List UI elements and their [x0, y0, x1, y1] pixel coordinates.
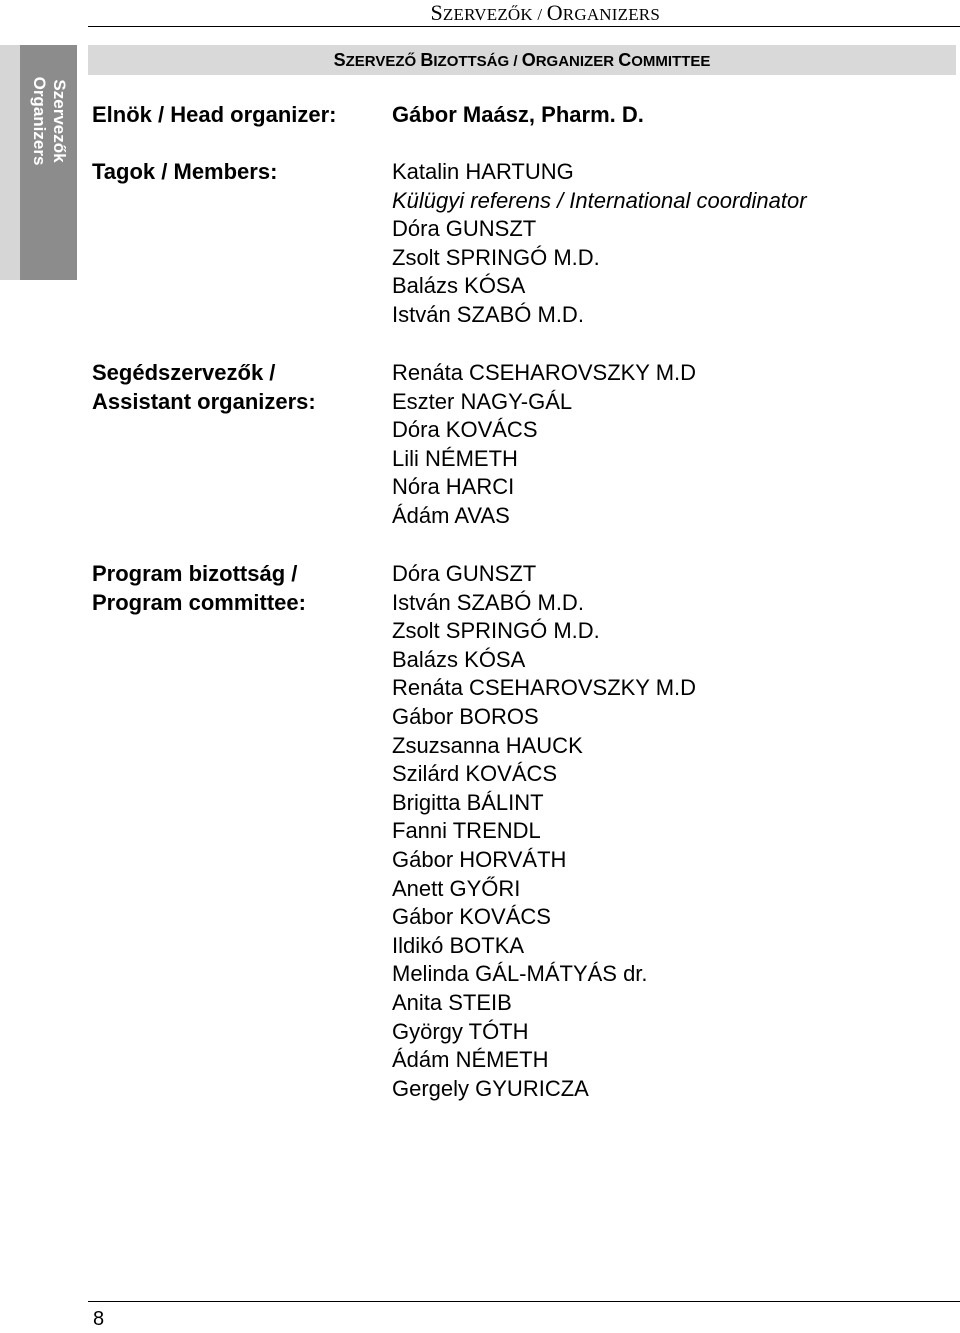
section-part: IZOTTSÁG /	[433, 53, 522, 70]
row-values	[392, 158, 807, 330]
value-line: Gábor KOVÁCS	[392, 904, 551, 930]
value-line: István SZABÓ M.D.	[392, 589, 584, 615]
value-line: Zsuzsanna HAUCK	[392, 732, 583, 758]
value-line: Gábor Maász, Pharm. D.	[392, 102, 644, 127]
section-part: RGANIZER	[535, 53, 619, 70]
row-values	[392, 560, 696, 1103]
value-line: Gergely GYURICZA	[392, 1075, 589, 1101]
value-line: Dóra GUNSZT	[392, 216, 537, 242]
section-part: S	[333, 50, 346, 70]
value-line: Renáta CSEHAROVSZKY M.D	[392, 360, 697, 385]
header-rule	[88, 26, 960, 27]
footer-rule	[88, 1301, 960, 1302]
value-line: Nóra HARCI	[392, 474, 515, 500]
value-line: Dóra GUNSZT	[392, 561, 537, 586]
value-line: Katalin HARTUNG	[392, 159, 574, 184]
value-line: Lili NÉMETH	[392, 445, 518, 471]
label-line: Program committee:	[92, 589, 306, 615]
row-values	[392, 359, 696, 531]
section-part: OMMITTEE	[631, 53, 711, 70]
row-label	[92, 560, 382, 617]
value-line: Fanni TRENDL	[392, 818, 541, 844]
label-line: Segédszervezők /	[92, 360, 276, 385]
value-line-italic: Külügyi referens / International coordinator	[392, 187, 807, 213]
label-line: Assistant organizers:	[92, 388, 316, 414]
label-line: Elnök / Head organizer:	[92, 102, 337, 127]
running-header	[430, 0, 660, 26]
value-line: Zsolt SPRINGÓ M.D.	[392, 244, 600, 270]
header-part: O	[546, 0, 563, 25]
value-line: György TÓTH	[392, 1018, 529, 1044]
value-line: Gábor HORVÁTH	[392, 846, 567, 872]
value-line: Szilárd KOVÁCS	[392, 761, 558, 787]
side-tab	[20, 45, 77, 280]
value-line: Anita STEIB	[392, 989, 512, 1015]
section-part: B	[420, 50, 434, 70]
section-part: ZERVEZŐ	[345, 53, 421, 70]
label-line: Program bizottság /	[92, 561, 298, 586]
value-line: Renáta CSEHAROVSZKY M.D	[392, 675, 697, 701]
value-line: Ádám AVAS	[392, 502, 510, 528]
page-number: 8	[93, 1308, 105, 1330]
side-tab-line-2: Organizers	[29, 76, 49, 166]
section-title	[88, 45, 956, 75]
value-line: Zsolt SPRINGÓ M.D.	[392, 618, 600, 644]
value-line: Eszter NAGY-GÁL	[392, 388, 573, 414]
section-part: C	[618, 50, 632, 70]
row-label	[92, 158, 382, 187]
value-line: Dóra KOVÁCS	[392, 417, 538, 443]
value-line: Ildikó BOTKA	[392, 932, 525, 958]
row-label	[92, 359, 382, 416]
side-tab-edge	[0, 45, 20, 280]
value-line: Gábor BOROS	[392, 703, 539, 729]
header-part: ZERVEZŐK /	[442, 5, 547, 24]
value-line: Ádám NÉMETH	[392, 1047, 549, 1073]
header-part: S	[430, 0, 443, 25]
section-part: O	[521, 50, 536, 70]
value-line: Melinda GÁL-MÁTYÁS dr.	[392, 961, 648, 987]
value-line: Balázs KÓSA	[392, 273, 526, 299]
value-line: István SZABÓ M.D.	[392, 301, 584, 327]
value-line: Anett GYŐRI	[392, 875, 521, 901]
side-tab-text	[29, 61, 69, 181]
value-line: Balázs KÓSA	[392, 646, 526, 672]
row-label	[92, 101, 382, 130]
header-part: RGANIZERS	[562, 5, 660, 24]
row-values	[392, 101, 644, 130]
label-line: Tagok / Members:	[92, 159, 278, 184]
value-line: Brigitta BÁLINT	[392, 789, 544, 815]
side-tab-line-1: Szervezők	[49, 79, 69, 163]
